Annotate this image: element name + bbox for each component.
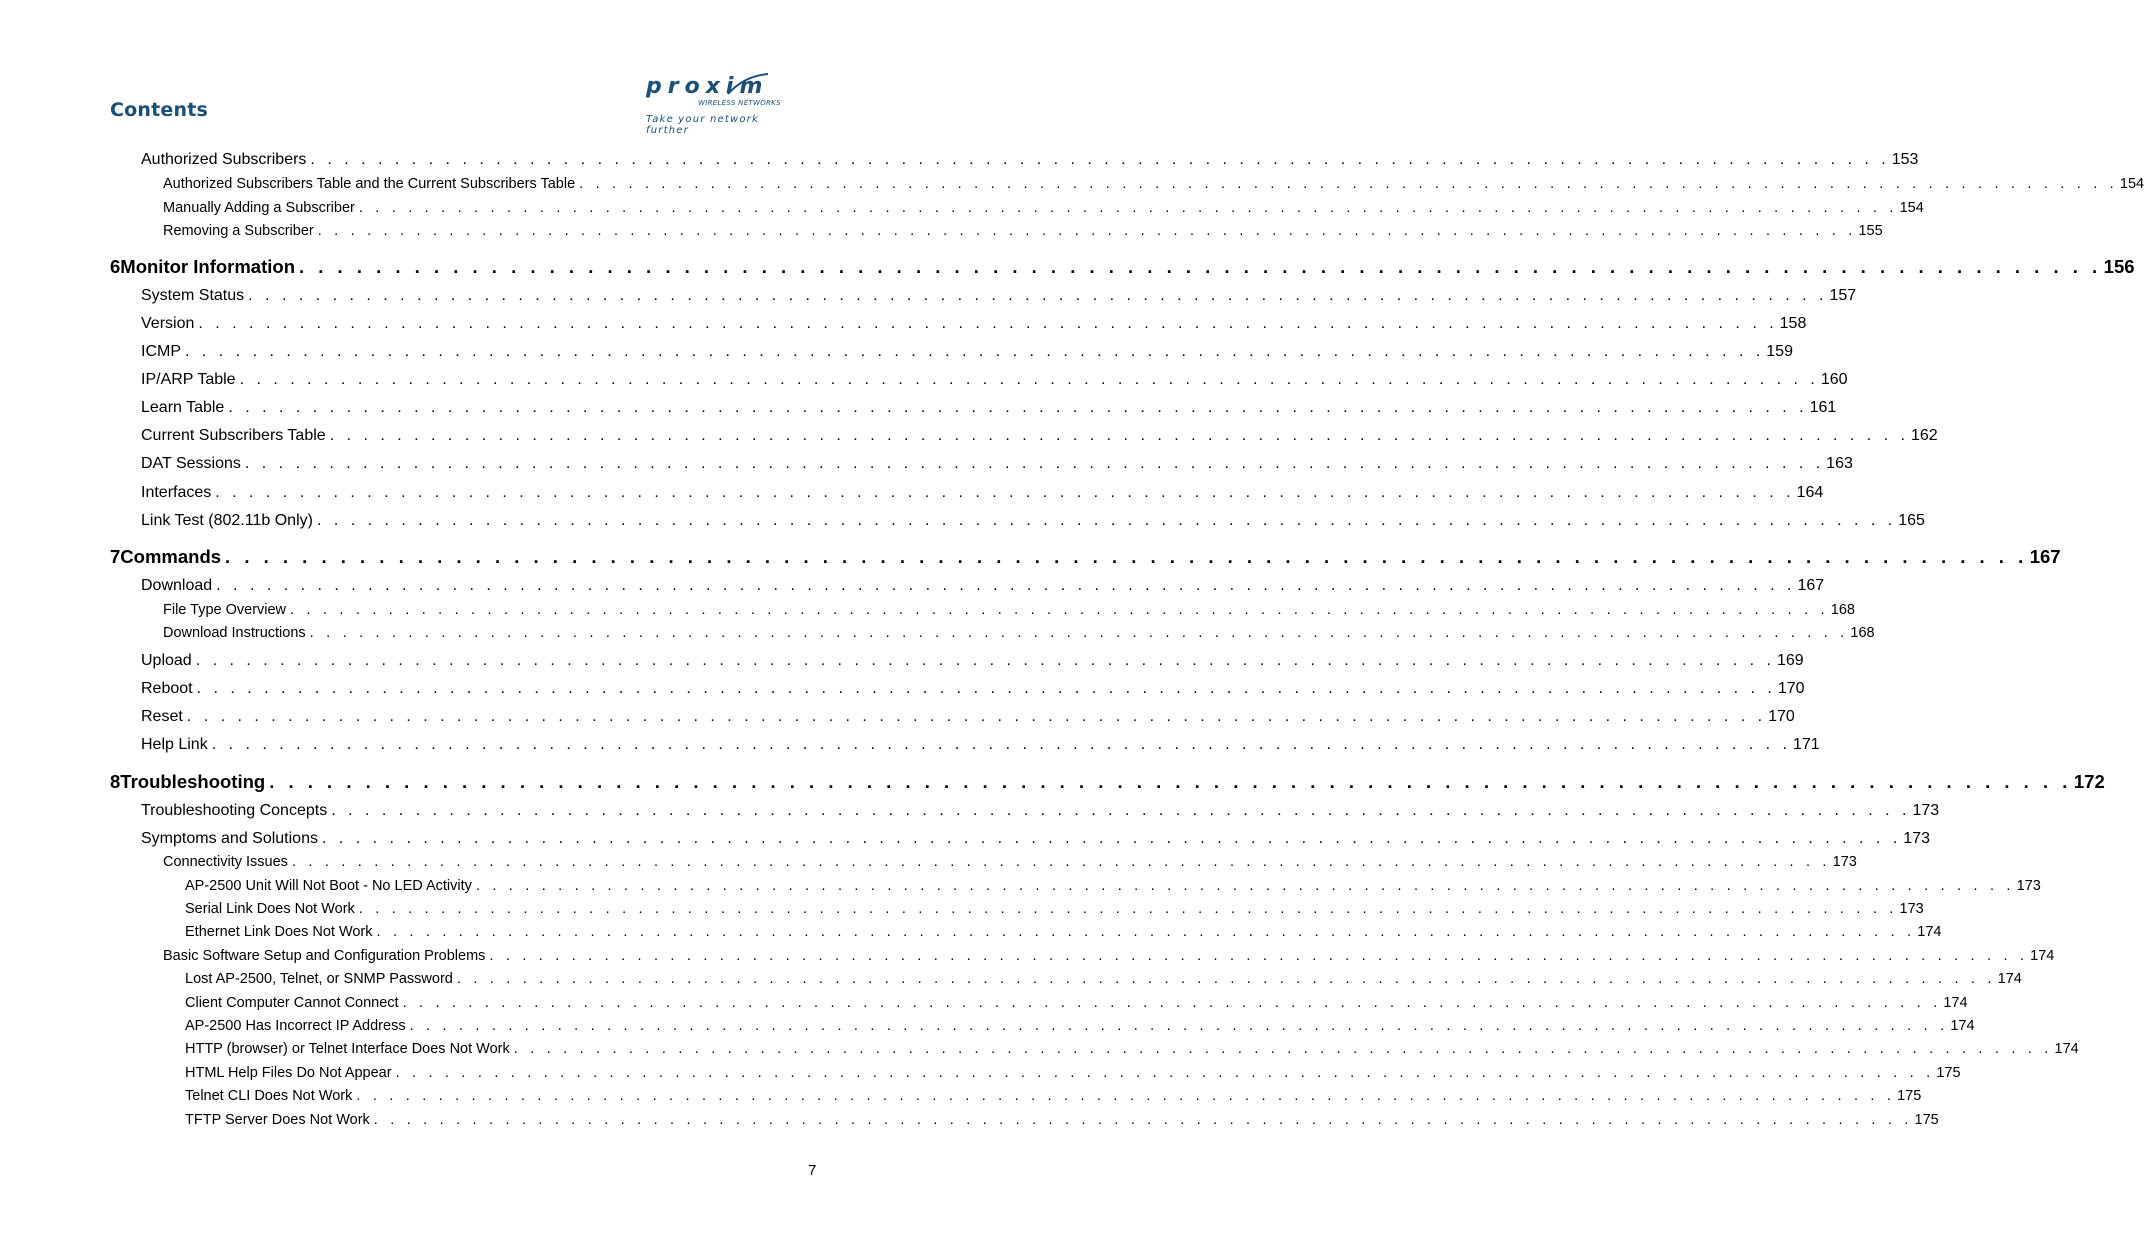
toc-entry[interactable]: HTTP (browser) or Telnet Interface Does Not Work . . . . . . . . . . . . . . . . . . . . . . . . . . . . . . . . . . . . . . . . . . . . . . . . . . . . . . . . . . . . . . . . . . . . . . . . . . . . . . . . . . . . . . . . . . . . . . 174 (185, 1041, 2079, 1057)
toc-entry[interactable]: Version . . . . . . . . . . . . . . . . . . . . . . . . . . . . . . . . . . . . . . . . . . . . . . . . . . . . . . . . . . . . . . . . . . . . . . . . . . . . . . . . . . . . . . . . . . . . . . 158 (141, 315, 1807, 332)
toc-entry[interactable]: HTML Help Files Do Not Appear . . . . . . . . . . . . . . . . . . . . . . . . . . . . . . . . . . . . . . . . . . . . . . . . . . . . . . . . . . . . . . . . . . . . . . . . . . . . . . . . . . . . . . . . . . . . . . 175 (185, 1065, 1961, 1081)
logo-tagline: Take your network further (646, 114, 759, 136)
toc-entry[interactable]: AP-2500 Unit Will Not Boot - No LED Activity . . . . . . . . . . . . . . . . . . . . . . . . . . . . . . . . . . . . . . . . . . . . . . . . . . . . . . . . . . . . . . . . . . . . . . . . . . . . . . . . . . . . . . . . . . . . . . 173 (185, 878, 2041, 894)
dot-leader: . . . . . . . . . . . . . . . . . . . . . . . . . . . . . . . . . . . . . . . . . . . . . . . . . . . . . . . . . . . . . . . . . . . . . . . . . . . . . . . . . . . . . . . . . . . . . . (310, 151, 1890, 168)
toc-entry[interactable]: Manually Adding a Subscriber . . . . . . . . . . . . . . . . . . . . . . . . . . . . . . . . . . . . . . . . . . . . . . . . . . . . . . . . . . . . . . . . . . . . . . . . . . . . . . . . . . . . . . . . . . . . . . 154 (163, 200, 1924, 216)
toc-entry[interactable]: Ethernet Link Does Not Work . . . . . . . . . . . . . . . . . . . . . . . . . . . . . . . . . . . . . . . . . . . . . . . . . . . . . . . . . . . . . . . . . . . . . . . . . . . . . . . . . . . . . . . . . . . . . . 174 (185, 924, 1942, 940)
toc-entry[interactable]: Reset . . . . . . . . . . . . . . . . . . . . . . . . . . . . . . . . . . . . . . . . . . . . . . . . . . . . . . . . . . . . . . . . . . . . . . . . . . . . . . . . . . . . . . . . . . . . . . 170 (141, 708, 1795, 725)
toc-entry[interactable]: Lost AP-2500, Telnet, or SNMP Password . . . . . . . . . . . . . . . . . . . . . . . . . . . . . . . . . . . . . . . . . . . . . . . . . . . . . . . . . . . . . . . . . . . . . . . . . . . . . . . . . . . . . . . . . . . . . . 174 (185, 971, 2022, 987)
dot-leader: . . . . . . . . . . . . . . . . . . . . . . . . . . . . . . . . . . . . . . . . . . . . . . . . . . . . . . . . . . . . . . . . . . . . . . . . . . . . . . . . . . . . . . . . . . . . . . (248, 287, 1828, 304)
toc-entry[interactable]: Symptoms and Solutions . . . . . . . . . . . . . . . . . . . . . . . . . . . . . . . . . . . . . . . . . . . . . . . . . . . . . . . . . . . . . . . . . . . . . . . . . . . . . . . . . . . . . . . . . . . . . . 173 (141, 830, 1930, 847)
dot-leader: . . . . . . . . . . . . . . . . . . . . . . . . . . . . . . . . . . . . . . . . . . . . . . . . . . . . . . . . . . . . . . . . . . . . . . . . . . . . . . . . . . . . . . . . . . . . . . (269, 771, 2072, 792)
dot-leader: . . . . . . . . . . . . . . . . . . . . . . . . . . . . . . . . . . . . . . . . . . . . . . . . . . . . . . . . . . . . . . . . . . . . . . . . . . . . . . . . . . . . . . . . . . . . . . (395, 1065, 1935, 1081)
dot-leader: . . . . . . . . . . . . . . . . . . . . . . . . . . . . . . . . . . . . . . . . . . . . . . . . . . . . . . . . . . . . . . . . . . . . . . . . . . . . . . . . . . . . . . . . . . . . . . (358, 200, 1898, 216)
dot-leader: . . . . . . . . . . . . . . . . . . . . . . . . . . . . . . . . . . . . . . . . . . . . . . . . . . . . . . . . . . . . . . . . . . . . . . . . . . . . . . . . . . . . . . . . . . . . . . (195, 652, 1775, 669)
toc-entry[interactable]: Telnet CLI Does Not Work . . . . . . . . . . . . . . . . . . . . . . . . . . . . . . . . . . . . . . . . . . . . . . . . . . . . . . . . . . . . . . . . . . . . . . . . . . . . . . . . . . . . . . . . . . . . . . 175 (185, 1088, 1922, 1104)
logo-word: proxim (646, 74, 769, 99)
proxim-logo (644, 72, 804, 136)
dot-leader: . . . . . . . . . . . . . . . . . . . . . . . . . . . . . . . . . . . . . . . . . . . . . . . . . . . . . . . . . . . . . . . . . . . . . . . . . . . . . . . . . . . . . . . . . . . . . . (244, 455, 1825, 472)
dot-leader: . . . . . . . . . . . . . . . . . . . . . . . . . . . . . . . . . . . . . . . . . . . . . . . . . . . . . . . . . . . . . . . . . . . . . . . . . . . . . . . . . . . . . . . . . . . . . . (309, 625, 1849, 641)
toc-entry[interactable]: File Type Overview . . . . . . . . . . . . . . . . . . . . . . . . . . . . . . . . . . . . . . . . . . . . . . . . . . . . . . . . . . . . . . . . . . . . . . . . . . . . . . . . . . . . . . . . . . . . . . 168 (163, 602, 1855, 618)
dot-leader: . . . . . . . . . . . . . . . . . . . . . . . . . . . . . . . . . . . . . . . . . . . . . . . . . . . . . . . . . . . . . . . . . . . . . . . . . . . . . . . . . . . . . . . . . . . . . . (239, 371, 1819, 388)
dot-leader: . . . . . . . . . . . . . . . . . . . . . . . . . . . . . . . . . . . . . . . . . . . . . . . . . . . . . . . . . . . . . . . . . . . . . . . . . . . . . . . . . . . . . . . . . . . . . . (331, 802, 1911, 819)
dot-leader: . . . . . . . . . . . . . . . . . . . . . . . . . . . . . . . . . . . . . . . . . . . . . . . . . . . . . . . . . . . . . . . . . . . . . . . . . . . . . . . . . . . . . . . . . . . . . . (489, 948, 2029, 964)
dot-leader: . . . . . . . . . . . . . . . . . . . . . . . . . . . . . . . . . . . . . . . . . . . . . . . . . . . . . . . . . . . . . . . . . . . . . . . . . . . . . . . . . . . . . . . . . . . . . . (291, 854, 1831, 870)
dot-leader: . . . . . . . . . . . . . . . . . . . . . . . . . . . . . . . . . . . . . . . . . . . . . . . . . . . . . . . . . . . . . . . . . . . . . . . . . . . . . . . . . . . . . . . . . . . . . . (198, 315, 1778, 332)
dot-leader: . . . . . . . . . . . . . . . . . . . . . . . . . . . . . . . . . . . . . . . . . . . . . . . . . . . . . . . . . . . . . . . . . . . . . . . . . . . . . . . . . . . . . . . . . . . . . . (211, 736, 1791, 753)
toc-entry[interactable]: Removing a Subscriber . . . . . . . . . . . . . . . . . . . . . . . . . . . . . . . . . . . . . . . . . . . . . . . . . . . . . . . . . . . . . . . . . . . . . . . . . . . . . . . . . . . . . . . . . . . . . . 155 (163, 223, 1883, 239)
dot-leader: . . . . . . . . . . . . . . . . . . . . . . . . . . . . . . . . . . . . . . . . . . . . . . . . . . . . . . . . . . . . . . . . . . . . . . . . . . . . . . . . . . . . . . . . . . . . . . (579, 176, 2118, 192)
toc-entry[interactable]: Current Subscribers Table . . . . . . . . . . . . . . . . . . . . . . . . . . . . . . . . . . . . . . . . . . . . . . . . . . . . . . . . . . . . . . . . . . . . . . . . . . . . . . . . . . . . . . . . . . . . . . 162 (141, 427, 1938, 444)
dot-leader: . . . . . . . . . . . . . . . . . . . . . . . . . . . . . . . . . . . . . . . . . . . . . . . . . . . . . . . . . . . . . . . . . . . . . . . . . . . . . . . . . . . . . . . . . . . . . . (215, 484, 1795, 501)
dot-leader: . . . . . . . . . . . . . . . . . . . . . . . . . . . . . . . . . . . . . . . . . . . . . . . . . . . . . . . . . . . . . . . . . . . . . . . . . . . . . . . . . . . . . . . . . . . . . . (186, 708, 1767, 725)
toc-entry[interactable]: IP/ARP Table . . . . . . . . . . . . . . . . . . . . . . . . . . . . . . . . . . . . . . . . . . . . . . . . . . . . . . . . . . . . . . . . . . . . . . . . . . . . . . . . . . . . . . . . . . . . . . 160 (141, 371, 1848, 388)
toc-entry[interactable]: Basic Software Setup and Configuration Problems . . . . . . . . . . . . . . . . . . . . . . . . . . . . . . . . . . . . . . . . . . . . . . . . . . . . . . . . . . . . . . . . . . . . . . . . . . . . . . . . . . . . . . . . . . . . . . 174 (163, 948, 2055, 964)
dot-leader: . . . . . . . . . . . . . . . . . . . . . . . . . . . . . . . . . . . . . . . . . . . . . . . . . . . . . . . . . . . . . . . . . . . . . . . . . . . . . . . . . . . . . . . . . . . . . . (402, 995, 1942, 1011)
toc-entry[interactable]: AP-2500 Has Incorrect IP Address . . . . . . . . . . . . . . . . . . . . . . . . . . . . . . . . . . . . . . . . . . . . . . . . . . . . . . . . . . . . . . . . . . . . . . . . . . . . . . . . . . . . . . . . . . . . . . 174 (185, 1018, 1975, 1034)
dot-leader: . . . . . . . . . . . . . . . . . . . . . . . . . . . . . . . . . . . . . . . . . . . . . . . . . . . . . . . . . . . . . . . . . . . . . . . . . . . . . . . . . . . . . . . . . . . . . . (185, 343, 1765, 360)
toc-entry[interactable]: Download Instructions . . . . . . . . . . . . . . . . . . . . . . . . . . . . . . . . . . . . . . . . . . . . . . . . . . . . . . . . . . . . . . . . . . . . . . . . . . . . . . . . . . . . . . . . . . . . . . 168 (163, 625, 1875, 641)
dot-leader: . . . . . . . . . . . . . . . . . . . . . . . . . . . . . . . . . . . . . . . . . . . . . . . . . . . . . . . . . . . . . . . . . . . . . . . . . . . . . . . . . . . . . . . . . . . . . . (228, 399, 1808, 416)
toc-entry[interactable]: Download . . . . . . . . . . . . . . . . . . . . . . . . . . . . . . . . . . . . . . . . . . . . . . . . . . . . . . . . . . . . . . . . . . . . . . . . . . . . . . . . . . . . . . . . . . . . . . 167 (141, 577, 1825, 594)
dot-leader: . . . . . . . . . . . . . . . . . . . . . . . . . . . . . . . . . . . . . . . . . . . . . . . . . . . . . . . . . . . . . . . . . . . . . . . . . . . . . . . . . . . . . . . . . . . . . . (225, 546, 2028, 567)
logo-subtitle: WIRELESS NETWORKS (698, 99, 781, 107)
toc-entry[interactable]: Interfaces . . . . . . . . . . . . . . . . . . . . . . . . . . . . . . . . . . . . . . . . . . . . . . . . . . . . . . . . . . . . . . . . . . . . . . . . . . . . . . . . . . . . . . . . . . . . . . 164 (141, 484, 1824, 501)
toc-entry[interactable]: Authorized Subscribers . . . . . . . . . . . . . . . . . . . . . . . . . . . . . . . . . . . . . . . . . . . . . . . . . . . . . . . . . . . . . . . . . . . . . . . . . . . . . . . . . . . . . . . . . . . . . . 153 (141, 151, 1919, 168)
dot-leader: . . . . . . . . . . . . . . . . . . . . . . . . . . . . . . . . . . . . . . . . . . . . . . . . . . . . . . . . . . . . . . . . . . . . . . . . . . . . . . . . . . . . . . . . . . . . . . (329, 427, 1909, 444)
toc-chapter[interactable]: 7 Commands . . . . . . . . . . . . . . . . . . . . . . . . . . . . . . . . . . . . . . . . . . . . . . . . . . . . . . . . . . . . . . . . . . . . . . . . . . . . . . . . . . . . . . . . . . . . . . 167 (110, 546, 2061, 567)
proxim-logo-icon (724, 72, 774, 102)
dot-leader: . . . . . . . . . . . . . . . . . . . . . . . . . . . . . . . . . . . . . . . . . . . . . . . . . . . . . . . . . . . . . . . . . . . . . . . . . . . . . . . . . . . . . . . . . . . . . . (290, 602, 1829, 618)
toc-entry[interactable]: Help Link . . . . . . . . . . . . . . . . . . . . . . . . . . . . . . . . . . . . . . . . . . . . . . . . . . . . . . . . . . . . . . . . . . . . . . . . . . . . . . . . . . . . . . . . . . . . . . 171 (141, 736, 1820, 753)
toc-chapter[interactable]: 8 Troubleshooting . . . . . . . . . . . . . . . . . . . . . . . . . . . . . . . . . . . . . . . . . . . . . . . . . . . . . . . . . . . . . . . . . . . . . . . . . . . . . . . . . . . . . . . . . . . . . . 172 (110, 771, 2105, 792)
toc-entry[interactable]: Connectivity Issues . . . . . . . . . . . . . . . . . . . . . . . . . . . . . . . . . . . . . . . . . . . . . . . . . . . . . . . . . . . . . . . . . . . . . . . . . . . . . . . . . . . . . . . . . . . . . . 173 (163, 854, 1857, 870)
dot-leader: . . . . . . . . . . . . . . . . . . . . . . . . . . . . . . . . . . . . . . . . . . . . . . . . . . . . . . . . . . . . . . . . . . . . . . . . . . . . . . . . . . . . . . . . . . . . . . (196, 680, 1776, 697)
chapter-number: 6 (110, 256, 121, 277)
toc-entry[interactable]: Serial Link Does Not Work . . . . . . . . . . . . . . . . . . . . . . . . . . . . . . . . . . . . . . . . . . . . . . . . . . . . . . . . . . . . . . . . . . . . . . . . . . . . . . . . . . . . . . . . . . . . . . 173 (185, 901, 1924, 917)
dot-leader: . . . . . . . . . . . . . . . . . . . . . . . . . . . . . . . . . . . . . . . . . . . . . . . . . . . . . . . . . . . . . . . . . . . . . . . . . . . . . . . . . . . . . . . . . . . . . . (316, 512, 1897, 529)
dot-leader: . . . . . . . . . . . . . . . . . . . . . . . . . . . . . . . . . . . . . . . . . . . . . . . . . . . . . . . . . . . . . . . . . . . . . . . . . . . . . . . . . . . . . . . . . . . . . . (376, 924, 1916, 940)
dot-leader: . . . . . . . . . . . . . . . . . . . . . . . . . . . . . . . . . . . . . . . . . . . . . . . . . . . . . . . . . . . . . . . . . . . . . . . . . . . . . . . . . . . . . . . . . . . . . . (317, 223, 1857, 239)
toc-entry[interactable]: TFTP Server Does Not Work . . . . . . . . . . . . . . . . . . . . . . . . . . . . . . . . . . . . . . . . . . . . . . . . . . . . . . . . . . . . . . . . . . . . . . . . . . . . . . . . . . . . . . . . . . . . . . 175 (185, 1112, 1939, 1128)
dot-leader: . . . . . . . . . . . . . . . . . . . . . . . . . . . . . . . . . . . . . . . . . . . . . . . . . . . . . . . . . . . . . . . . . . . . . . . . . . . . . . . . . . . . . . . . . . . . . . (299, 256, 2102, 277)
chapter-number: 7 (110, 546, 121, 567)
toc-entry[interactable]: System Status . . . . . . . . . . . . . . . . . . . . . . . . . . . . . . . . . . . . . . . . . . . . . . . . . . . . . . . . . . . . . . . . . . . . . . . . . . . . . . . . . . . . . . . . . . . . . . 157 (141, 287, 1857, 304)
toc-entry[interactable]: Learn Table . . . . . . . . . . . . . . . . . . . . . . . . . . . . . . . . . . . . . . . . . . . . . . . . . . . . . . . . . . . . . . . . . . . . . . . . . . . . . . . . . . . . . . . . . . . . . . 161 (141, 399, 1837, 416)
toc-entry[interactable]: Upload . . . . . . . . . . . . . . . . . . . . . . . . . . . . . . . . . . . . . . . . . . . . . . . . . . . . . . . . . . . . . . . . . . . . . . . . . . . . . . . . . . . . . . . . . . . . . . 169 (141, 652, 1804, 669)
toc-entry[interactable]: Troubleshooting Concepts . . . . . . . . . . . . . . . . . . . . . . . . . . . . . . . . . . . . . . . . . . . . . . . . . . . . . . . . . . . . . . . . . . . . . . . . . . . . . . . . . . . . . . . . . . . . . . 173 (141, 802, 1940, 819)
dot-leader: . . . . . . . . . . . . . . . . . . . . . . . . . . . . . . . . . . . . . . . . . . . . . . . . . . . . . . . . . . . . . . . . . . . . . . . . . . . . . . . . . . . . . . . . . . . . . . (373, 1112, 1913, 1128)
toc-chapter[interactable]: 6 Monitor Information . . . . . . . . . . . . . . . . . . . . . . . . . . . . . . . . . . . . . . . . . . . . . . . . . . . . . . . . . . . . . . . . . . . . . . . . . . . . . . . . . . . . . . . . . . . . . . 156 (110, 256, 2135, 277)
toc-entry[interactable]: Reboot . . . . . . . . . . . . . . . . . . . . . . . . . . . . . . . . . . . . . . . . . . . . . . . . . . . . . . . . . . . . . . . . . . . . . . . . . . . . . . . . . . . . . . . . . . . . . . 170 (141, 680, 1805, 697)
dot-leader: . . . . . . . . . . . . . . . . . . . . . . . . . . . . . . . . . . . . . . . . . . . . . . . . . . . . . . . . . . . . . . . . . . . . . . . . . . . . . . . . . . . . . . . . . . . . . . (358, 901, 1898, 917)
dot-leader: . . . . . . . . . . . . . . . . . . . . . . . . . . . . . . . . . . . . . . . . . . . . . . . . . . . . . . . . . . . . . . . . . . . . . . . . . . . . . . . . . . . . . . . . . . . . . . (321, 830, 1902, 847)
dot-leader: . . . . . . . . . . . . . . . . . . . . . . . . . . . . . . . . . . . . . . . . . . . . . . . . . . . . . . . . . . . . . . . . . . . . . . . . . . . . . . . . . . . . . . . . . . . . . . (356, 1088, 1896, 1104)
toc-entry[interactable]: DAT Sessions . . . . . . . . . . . . . . . . . . . . . . . . . . . . . . . . . . . . . . . . . . . . . . . . . . . . . . . . . . . . . . . . . . . . . . . . . . . . . . . . . . . . . . . . . . . . . . 163 (141, 455, 1853, 472)
chapter-number: 8 (110, 771, 121, 792)
toc-entry[interactable]: ICMP . . . . . . . . . . . . . . . . . . . . . . . . . . . . . . . . . . . . . . . . . . . . . . . . . . . . . . . . . . . . . . . . . . . . . . . . . . . . . . . . . . . . . . . . . . . . . . 159 (141, 343, 1793, 360)
dot-leader: . . . . . . . . . . . . . . . . . . . . . . . . . . . . . . . . . . . . . . . . . . . . . . . . . . . . . . . . . . . . . . . . . . . . . . . . . . . . . . . . . . . . . . . . . . . . . . (409, 1018, 1949, 1034)
dot-leader: . . . . . . . . . . . . . . . . . . . . . . . . . . . . . . . . . . . . . . . . . . . . . . . . . . . . . . . . . . . . . . . . . . . . . . . . . . . . . . . . . . . . . . . . . . . . . . (456, 971, 1996, 987)
dot-leader: . . . . . . . . . . . . . . . . . . . . . . . . . . . . . . . . . . . . . . . . . . . . . . . . . . . . . . . . . . . . . . . . . . . . . . . . . . . . . . . . . . . . . . . . . . . . . . (216, 577, 1796, 594)
page-number: 7 (808, 1162, 817, 1179)
dot-leader: . . . . . . . . . . . . . . . . . . . . . . . . . . . . . . . . . . . . . . . . . . . . . . . . . . . . . . . . . . . . . . . . . . . . . . . . . . . . . . . . . . . . . . . . . . . . . . (475, 878, 2015, 894)
toc-entry[interactable]: Authorized Subscribers Table and the Current Subscribers Table . . . . . . . . . . . . . . . . . . . . . . . . . . . . . . . . . . . . . . . . . . . . . . . . . . . . . . . . . . . . . . . . . . . . . . . . . . . . . . . . . . . . . . . . . . . . . . 154 (163, 176, 2144, 192)
toc-entry[interactable]: Link Test (802.11b Only) . . . . . . . . . . . . . . . . . . . . . . . . . . . . . . . . . . . . . . . . . . . . . . . . . . . . . . . . . . . . . . . . . . . . . . . . . . . . . . . . . . . . . . . . . . . . . . 165 (141, 512, 1925, 529)
dot-leader: . . . . . . . . . . . . . . . . . . . . . . . . . . . . . . . . . . . . . . . . . . . . . . . . . . . . . . . . . . . . . . . . . . . . . . . . . . . . . . . . . . . . . . . . . . . . . . (513, 1041, 2053, 1057)
toc-entry[interactable]: Client Computer Cannot Connect . . . . . . . . . . . . . . . . . . . . . . . . . . . . . . . . . . . . . . . . . . . . . . . . . . . . . . . . . . . . . . . . . . . . . . . . . . . . . . . . . . . . . . . . . . . . . . 174 (185, 995, 1968, 1011)
page-title: Contents (110, 99, 209, 121)
